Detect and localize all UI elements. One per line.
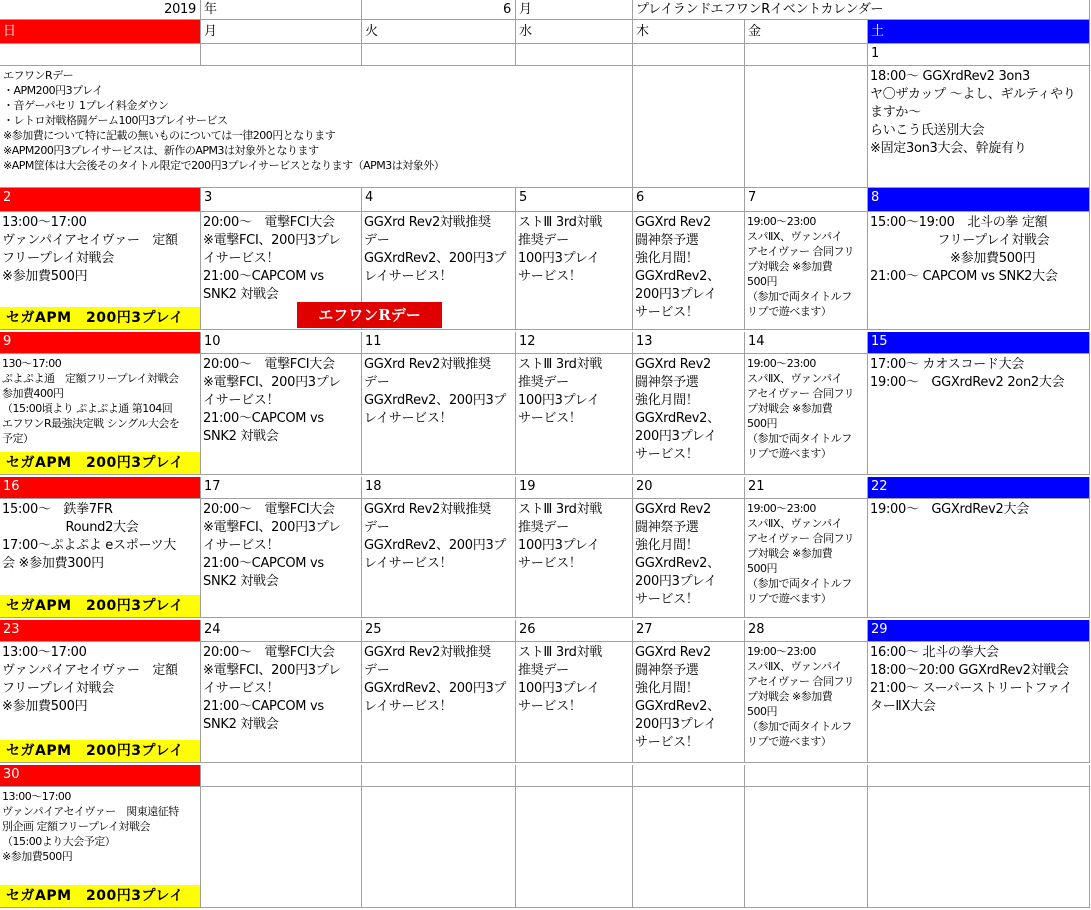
weekday-header-sunday[interactable] <box>0 20 201 44</box>
cell-text: GGXrd Rev2 闘神祭予選 強化月間！ GGXrdRev2、 200円3プレイ サービス！ <box>635 502 720 607</box>
event-cell-mon-24[interactable] <box>201 642 362 763</box>
day-number-cell-6[interactable] <box>633 188 745 212</box>
sega-apm-banner: セガAPM 200円3プレイ <box>0 452 201 474</box>
day-number-cell-20[interactable] <box>633 477 745 499</box>
cell-text: GGXrd Rev2対戦推奨 デー GGXrdRev2、200円3プ レイサービス！ <box>364 645 507 714</box>
day-number: 9 <box>3 334 12 349</box>
cell-text: 19:00～23:00 スパⅡX、ヴァンパイ アセイヴァー 合同フリ プ対戦会 ※参加費 500円 （参加で両タイトルフ リプで遊べます） <box>747 357 855 460</box>
cell-text: 20:00～ 電撃FCI大会 ※電撃FCI、200円3プレ イサービス！ 21:00～CAPCOM vs SNK2 対戦会 <box>203 645 341 732</box>
day-number-cell-9[interactable] <box>0 332 201 354</box>
notes-cell[interactable] <box>0 66 633 188</box>
day-number: 4 <box>365 190 374 205</box>
day-number: 16 <box>3 479 20 494</box>
empty-day-cell[interactable] <box>362 787 516 908</box>
cell-text: 13:00～17:00 ヴァンパイアセイヴァー 関東遠征特 別企画 定額フリープレイ対戦会 （15:00より大会予定） ※参加費500円 <box>2 790 179 863</box>
month-cell[interactable] <box>362 0 516 20</box>
empty-day-cell[interactable] <box>201 765 362 787</box>
day-number-cell-24[interactable] <box>201 620 362 642</box>
day-number-cell-1[interactable] <box>868 44 1090 66</box>
empty-day-cell[interactable] <box>0 44 201 66</box>
day-number: 17 <box>204 479 221 494</box>
cell-text: 20:00～ 電撃FCI大会 ※電撃FCI、200円3プレ イサービス！ 21:00～CAPCOM vs SNK2 対戦会 <box>203 215 341 302</box>
month-suffix-cell[interactable] <box>516 0 633 20</box>
empty-day-cell[interactable] <box>362 44 516 66</box>
day-number-cell-18[interactable] <box>362 477 516 499</box>
event-cell-fri-14[interactable] <box>745 354 868 475</box>
day-number-cell-17[interactable] <box>201 477 362 499</box>
day-number: 2 <box>3 190 12 205</box>
cell-text: 20:00～ 電撃FCI大会 ※電撃FCI、200円3プレ イサービス！ 21:00～CAPCOM vs SNK2 対戦会 <box>203 502 341 589</box>
cell-text: 13:00～17:00 ヴァンパイアセイヴァー 定額 フリープレイ対戦会 ※参加費500円 <box>2 215 178 284</box>
event-cell-fri-28[interactable] <box>745 642 868 763</box>
cell-text: 19:00～23:00 スパⅡX、ヴァンパイ アセイヴァー 合同フリ プ対戦会 ※参加費 500円 （参加で両タイトルフ リプで遊べます） <box>747 215 855 318</box>
cell-text: GGXrd Rev2対戦推奨 デー GGXrdRev2、200円3プ レイサービス！ <box>364 357 507 426</box>
empty-day-cell[interactable] <box>633 787 745 908</box>
day-number-cell-4[interactable] <box>362 188 516 212</box>
day-number: 5 <box>519 190 528 205</box>
f1r-day-badge: エフワンRデー <box>297 302 442 328</box>
cell-text: GGXrd Rev2 闘神祭予選 強化月間！ GGXrdRev2、 200円3プレイ サービス！ <box>635 215 720 320</box>
event-cell-wed-12[interactable] <box>516 354 633 475</box>
cell-text: 19:00～ GGXrdRev2大会 <box>870 502 1029 517</box>
weekday-header-saturday[interactable] <box>868 20 1090 44</box>
event-cell-thu-6[interactable] <box>633 212 745 330</box>
cell-text: 18:00～ GGXrdRev2 3on3 ヤ〇ザカップ ～よし、ギルティやり ますか～ らいこう氏送別大会 ※固定3on3大会、幹旋有り <box>870 69 1076 156</box>
day-number-cell-11[interactable] <box>362 332 516 354</box>
event-cell-tue-11[interactable] <box>362 354 516 475</box>
event-cell-tue-25[interactable] <box>362 642 516 763</box>
weekday-header-thursday[interactable] <box>633 20 745 44</box>
day-number: 7 <box>748 190 757 205</box>
calendar-title-cell[interactable] <box>633 0 1090 20</box>
cell-text: 16:00～ 北斗の拳大会 18:00～20:00 GGXrdRev2対戦会 21:00～ スーパーストリートファイ ターⅡX大会 <box>870 645 1073 714</box>
cell-text: ストⅢ 3rd対戦 推奨デー 100円3プレイ サービス！ <box>518 357 603 426</box>
event-cell-thu-27[interactable] <box>633 642 745 763</box>
day-number-cell-23[interactable] <box>0 620 201 642</box>
day-number-cell-22[interactable] <box>868 477 1090 499</box>
empty-day-cell[interactable] <box>201 787 362 908</box>
empty-day-cell[interactable] <box>745 787 868 908</box>
cell-text: 13:00～17:00 ヴァンパイアセイヴァー 定額 フリープレイ対戦会 ※参加費500円 <box>2 645 178 714</box>
weekday-header-friday[interactable] <box>745 20 868 44</box>
event-cell-sat-29[interactable] <box>868 642 1090 763</box>
day-number-cell-15[interactable] <box>868 332 1090 354</box>
weekday-label: 金 <box>748 24 761 39</box>
sega-apm-banner: セガAPM 200円3プレイ <box>0 307 201 329</box>
day-number: 1 <box>871 46 880 61</box>
event-cell-sat-22[interactable] <box>868 499 1090 618</box>
cell-text: GGXrd Rev2対戦推奨 デー GGXrdRev2、200円3プ レイサービス！ <box>364 502 507 571</box>
event-cell-sun-30[interactable] <box>0 787 201 908</box>
day-number-cell-27[interactable] <box>633 620 745 642</box>
empty-day-cell[interactable] <box>201 44 362 66</box>
empty-day-cell[interactable] <box>516 44 633 66</box>
event-cell-sat-1[interactable] <box>868 66 1090 188</box>
cell-text: ストⅢ 3rd対戦 推奨デー 100円3プレイ サービス！ <box>518 502 603 571</box>
empty-day-cell[interactable] <box>633 66 745 188</box>
cell-text: GGXrd Rev2対戦推奨 デー GGXrdRev2、200円3プ レイサービス！ <box>364 215 507 284</box>
empty-day-cell[interactable] <box>745 66 868 188</box>
year-suffix-label: 年 <box>204 2 217 17</box>
weekday-label: 日 <box>3 24 16 39</box>
day-number: 18 <box>365 479 382 494</box>
day-number: 11 <box>365 334 382 349</box>
event-cell-mon-10[interactable] <box>201 354 362 475</box>
day-number-cell-28[interactable] <box>745 620 868 642</box>
event-cell-wed-5[interactable] <box>516 212 633 330</box>
day-number-cell-26[interactable] <box>516 620 633 642</box>
day-number: 25 <box>365 622 382 637</box>
day-number: 29 <box>871 622 888 637</box>
day-number-cell-29[interactable] <box>868 620 1090 642</box>
weekday-header-monday[interactable] <box>201 20 362 44</box>
event-cell-thu-20[interactable] <box>633 499 745 618</box>
empty-day-cell[interactable] <box>516 765 633 787</box>
empty-day-cell[interactable] <box>868 765 1090 787</box>
sega-apm-banner: セガAPM 200円3プレイ <box>0 740 201 762</box>
day-number: 15 <box>871 334 888 349</box>
weekday-label: 木 <box>636 24 649 39</box>
cell-text: ストⅢ 3rd対戦 推奨デー 100円3プレイ サービス！ <box>518 215 603 284</box>
empty-day-cell[interactable] <box>745 765 868 787</box>
cell-text: GGXrd Rev2 闘神祭予選 強化月間！ GGXrdRev2、 200円3プレイ サービス！ <box>635 357 720 462</box>
cell-text: ストⅢ 3rd対戦 推奨デー 100円3プレイ サービス！ <box>518 645 603 714</box>
empty-day-cell[interactable] <box>633 765 745 787</box>
event-cell-sun-23[interactable] <box>0 642 201 763</box>
day-number-cell-3[interactable] <box>201 188 362 212</box>
month-suffix-label: 月 <box>519 2 532 17</box>
empty-day-cell[interactable] <box>516 787 633 908</box>
day-number-cell-12[interactable] <box>516 332 633 354</box>
day-number: 26 <box>519 622 536 637</box>
event-cell-fri-21[interactable] <box>745 499 868 618</box>
day-number: 19 <box>519 479 536 494</box>
day-number-cell-16[interactable] <box>0 477 201 499</box>
day-number: 14 <box>748 334 765 349</box>
day-number: 24 <box>204 622 221 637</box>
empty-day-cell[interactable] <box>633 44 745 66</box>
empty-day-cell[interactable] <box>362 765 516 787</box>
day-number: 10 <box>204 334 221 349</box>
weekday-label: 火 <box>365 24 378 39</box>
day-number: 20 <box>636 479 653 494</box>
weekday-label: 月 <box>204 24 217 39</box>
event-cell-sat-15[interactable] <box>868 354 1090 475</box>
day-number: 21 <box>748 479 765 494</box>
day-number-cell-21[interactable] <box>745 477 868 499</box>
year-cell[interactable] <box>0 0 201 20</box>
calendar-title: プレイランドエフワンRイベントカレンダー <box>636 2 884 17</box>
event-cell-sat-8[interactable] <box>868 212 1090 330</box>
month-value: 6 <box>503 2 511 17</box>
event-cell-tue-18[interactable] <box>362 499 516 618</box>
day-number-cell-19[interactable] <box>516 477 633 499</box>
day-number-cell-30[interactable] <box>0 765 201 787</box>
cell-text: 130～17:00 ぷよぷよ通 定額フリープレイ対戦会 参加費400円 （15:00頃より ぷよぷよ通 第104回 エフワンR最強決定戦 シングル大会を 予定） <box>2 357 180 445</box>
sega-apm-banner: セガAPM 200円3プレイ <box>0 885 201 907</box>
day-number-cell-13[interactable] <box>633 332 745 354</box>
day-number-cell-2[interactable] <box>0 188 201 212</box>
cell-text: 15:00～19:00 北斗の拳 定額 フリープレイ対戦会 ※参加費500円 21:00～ CAPCOM vs SNK2大会 <box>870 215 1058 284</box>
day-number: 22 <box>871 479 888 494</box>
cell-text: 20:00～ 電撃FCI大会 ※電撃FCI、200円3プレ イサービス！ 21:00～CAPCOM vs SNK2 対戦会 <box>203 357 341 444</box>
year-suffix-cell[interactable] <box>201 0 362 20</box>
cell-text: GGXrd Rev2 闘神祭予選 強化月間！ GGXrdRev2、 200円3プレイ サービス！ <box>635 645 720 750</box>
event-cell-sun-16[interactable] <box>0 499 201 618</box>
sega-apm-banner: セガAPM 200円3プレイ <box>0 595 201 617</box>
day-number: 8 <box>871 190 880 205</box>
event-cell-wed-19[interactable] <box>516 499 633 618</box>
event-cell-sun-2[interactable] <box>0 212 201 330</box>
day-number: 30 <box>3 767 20 782</box>
day-number: 28 <box>748 622 765 637</box>
day-number-cell-14[interactable] <box>745 332 868 354</box>
day-number-cell-8[interactable] <box>868 188 1090 212</box>
year-value: 2019 <box>164 2 196 17</box>
day-number: 12 <box>519 334 536 349</box>
day-number-cell-7[interactable] <box>745 188 868 212</box>
cell-text: 19:00～23:00 スパⅡX、ヴァンパイ アセイヴァー 合同フリ プ対戦会 ※参加費 500円 （参加で両タイトルフ リプで遊べます） <box>747 645 855 748</box>
weekday-label: 土 <box>871 24 884 39</box>
day-number: 6 <box>636 190 645 205</box>
event-cell-thu-13[interactable] <box>633 354 745 475</box>
day-number-cell-10[interactable] <box>201 332 362 354</box>
event-cell-mon-17[interactable] <box>201 499 362 618</box>
weekday-header-tuesday[interactable] <box>362 20 516 44</box>
empty-day-cell[interactable] <box>745 44 868 66</box>
day-number: 23 <box>3 622 20 637</box>
cell-text: 17:00～ カオスコード大会 19:00～ GGXrdRev2 2on2大会 <box>870 357 1065 390</box>
event-cell-wed-26[interactable] <box>516 642 633 763</box>
cell-text: 19:00～23:00 スパⅡX、ヴァンパイ アセイヴァー 合同フリ プ対戦会 ※参加費 500円 （参加で両タイトルフ リプで遊べます） <box>747 502 855 605</box>
day-number-cell-25[interactable] <box>362 620 516 642</box>
day-number: 13 <box>636 334 653 349</box>
weekday-header-wednesday[interactable] <box>516 20 633 44</box>
cell-text: 15:00～ 鉄拳7FR Round2大会 17:00～ぷよぷよ eスポーツ大 会 ※参加費300円 <box>2 502 176 571</box>
empty-day-cell[interactable] <box>868 787 1090 908</box>
day-number: 3 <box>204 190 213 205</box>
event-cell-fri-7[interactable] <box>745 212 868 330</box>
weekday-label: 水 <box>519 24 532 39</box>
event-cell-sun-9[interactable] <box>0 354 201 475</box>
day-number-cell-5[interactable] <box>516 188 633 212</box>
day-number: 27 <box>636 622 653 637</box>
cell-text: エフワンRデー ・APM200円3プレイ ・音ゲーパセリ 1プレイ料金ダウン ・レトロ対戦格闘ゲーム100円3プレイサービス ※参加費について特に記載の無いものについては一律200円となります ※APM200円3プレイサービスは、新作のAPM3は対象外となります ※APM筐体は大会後そのタイトル限定で200円3プレイサービスとなります（APM3は対象外） <box>3 69 445 172</box>
